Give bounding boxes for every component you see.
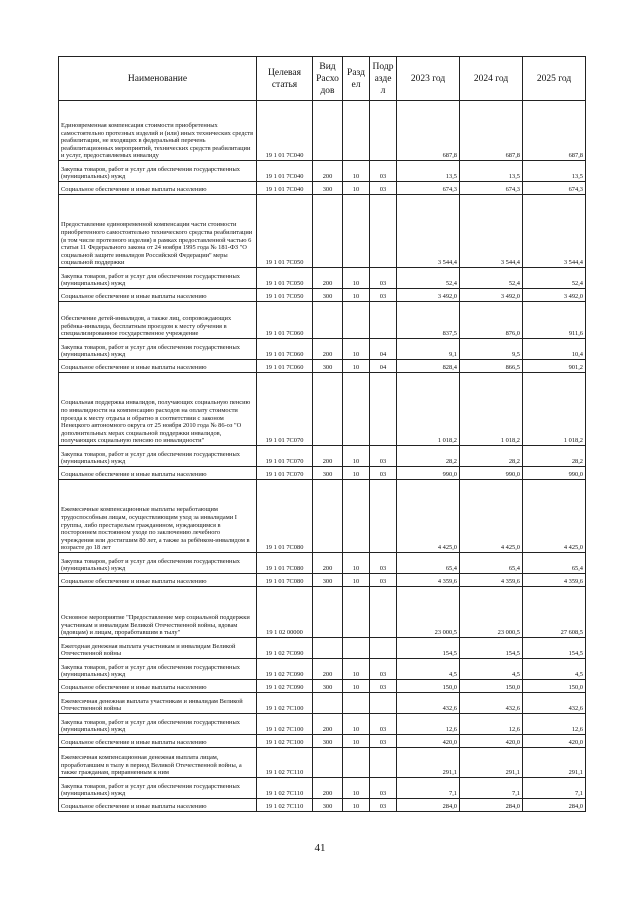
row-subsection-cell xyxy=(370,373,397,446)
row-target-cell: 19 1 01 7С080 xyxy=(257,480,313,553)
row-section-cell xyxy=(343,373,370,446)
row-name-cell: Ежемесячная денежная выплата участникам и инвалидам Великой Отечественной войны xyxy=(59,693,257,714)
row-target-cell: 19 1 01 7С080 xyxy=(257,553,313,574)
row-2023-cell: 13,5 xyxy=(397,161,460,182)
row-subsection-cell: 03 xyxy=(370,799,397,812)
row-subsection-cell xyxy=(370,693,397,714)
row-2025-cell: 4 425,0 xyxy=(523,480,586,553)
row-expense-type-cell: 300 xyxy=(313,680,343,693)
row-2024-cell: 432,6 xyxy=(460,693,523,714)
row-2025-cell: 284,0 xyxy=(523,799,586,812)
row-2025-cell: 150,0 xyxy=(523,680,586,693)
row-subsection-cell: 03 xyxy=(370,659,397,680)
row-2024-cell: 150,0 xyxy=(460,680,523,693)
row-target-cell: 19 1 02 7С110 xyxy=(257,799,313,812)
row-name-cell: Закупка товаров, работ и услуг для обеспечения государственных (муниципальных) нужд xyxy=(59,268,257,289)
row-expense-type-cell: 200 xyxy=(313,446,343,467)
row-2025-cell: 990,0 xyxy=(523,467,586,480)
row-2023-cell: 284,0 xyxy=(397,799,460,812)
header-year-2025: 2025 год xyxy=(523,57,586,101)
row-2024-cell: 876,0 xyxy=(460,302,523,339)
row-2023-cell: 990,0 xyxy=(397,467,460,480)
row-subsection-cell: 03 xyxy=(370,574,397,587)
row-2024-cell: 4,5 xyxy=(460,659,523,680)
row-2025-cell: 3 544,4 xyxy=(523,195,586,268)
row-expense-type-cell xyxy=(313,101,343,161)
row-2025-cell: 291,1 xyxy=(523,748,586,778)
row-2025-cell: 420,0 xyxy=(523,735,586,748)
row-target-cell: 19 1 01 7С050 xyxy=(257,289,313,302)
row-2025-cell: 3 492,0 xyxy=(523,289,586,302)
row-2025-cell: 687,8 xyxy=(523,101,586,161)
table-row xyxy=(59,587,586,638)
row-name-cell: Предоставление единовременной компенсации части стоимости приобретенного самостоятельно технического средства реабилитации (в том числе протезного изделия) в рамках предоставленной частью 6 статьи 11 Федерального закона от 24 ноября 1995 года № 181-ФЗ "О социальной защите инвалидов Российской Федерации" меры социальной поддержки xyxy=(59,195,257,268)
row-2024-cell: 990,0 xyxy=(460,467,523,480)
row-subsection-cell xyxy=(370,302,397,339)
row-name-cell: Закупка товаров, работ и услуг для обеспечения государственных (муниципальных) нужд xyxy=(59,446,257,467)
row-section-cell: 10 xyxy=(343,553,370,574)
row-target-cell: 19 1 02 7С100 xyxy=(257,714,313,735)
header-year-2023: 2023 год xyxy=(397,57,460,101)
row-2023-cell: 150,0 xyxy=(397,680,460,693)
row-2023-cell: 432,6 xyxy=(397,693,460,714)
row-expense-type-cell: 200 xyxy=(313,659,343,680)
header-year-2024: 2024 год xyxy=(460,57,523,101)
row-expense-type-cell xyxy=(313,587,343,638)
table-row xyxy=(59,693,586,714)
row-2025-cell: 7,1 xyxy=(523,778,586,799)
row-expense-type-cell: 300 xyxy=(313,289,343,302)
table-row xyxy=(59,553,586,574)
row-subsection-cell: 03 xyxy=(370,778,397,799)
table-row xyxy=(59,638,586,659)
row-section-cell: 10 xyxy=(343,182,370,195)
row-name-cell: Социальное обеспечение и иные выплаты населению xyxy=(59,360,257,373)
row-target-cell: 19 1 02 7С100 xyxy=(257,693,313,714)
table-header-row xyxy=(59,57,586,101)
row-2025-cell: 52,4 xyxy=(523,268,586,289)
row-name-cell: Социальное обеспечение и иные выплаты населению xyxy=(59,289,257,302)
row-2025-cell: 4,5 xyxy=(523,659,586,680)
table-row xyxy=(59,161,586,182)
row-name-cell: Социальное обеспечение и иные выплаты населению xyxy=(59,799,257,812)
row-2024-cell: 7,1 xyxy=(460,778,523,799)
row-2025-cell: 12,6 xyxy=(523,714,586,735)
row-target-cell: 19 1 01 7С060 xyxy=(257,302,313,339)
row-name-cell: Социальное обеспечение и иные выплаты населению xyxy=(59,574,257,587)
row-expense-type-cell: 300 xyxy=(313,735,343,748)
table-row xyxy=(59,574,586,587)
table-row xyxy=(59,778,586,799)
header-subsection: Подр азде л xyxy=(370,57,397,101)
row-section-cell xyxy=(343,748,370,778)
row-target-cell: 19 1 02 7С110 xyxy=(257,748,313,778)
row-expense-type-cell: 200 xyxy=(313,339,343,360)
row-target-cell: 19 1 02 00000 xyxy=(257,587,313,638)
row-target-cell: 19 1 01 7С050 xyxy=(257,195,313,268)
row-2024-cell: 687,8 xyxy=(460,101,523,161)
row-2025-cell: 1 018,2 xyxy=(523,373,586,446)
row-target-cell: 19 1 01 7С070 xyxy=(257,446,313,467)
row-2025-cell: 154,5 xyxy=(523,638,586,659)
header-target: Целевая статья xyxy=(257,57,313,101)
row-target-cell: 19 1 01 7С050 xyxy=(257,268,313,289)
row-name-cell: Закупка товаров, работ и услуг для обеспечения государственных (муниципальных) нужд xyxy=(59,161,257,182)
row-name-cell: Обеспечение детей-инвалидов, а также лиц, сопровождающих ребёнка-инвалида, бесплатным проездом к месту обучения в специализированное государственное учреждение xyxy=(59,302,257,339)
row-target-cell: 19 1 01 7С070 xyxy=(257,373,313,446)
row-expense-type-cell: 200 xyxy=(313,553,343,574)
row-expense-type-cell: 200 xyxy=(313,778,343,799)
row-expense-type-cell: 200 xyxy=(313,268,343,289)
row-2024-cell: 674,3 xyxy=(460,182,523,195)
row-2024-cell: 291,1 xyxy=(460,748,523,778)
row-2025-cell: 13,5 xyxy=(523,161,586,182)
row-section-cell xyxy=(343,693,370,714)
row-2024-cell: 52,4 xyxy=(460,268,523,289)
row-name-cell: Закупка товаров, работ и услуг для обеспечения государственных (муниципальных) нужд xyxy=(59,553,257,574)
row-expense-type-cell xyxy=(313,302,343,339)
table-row xyxy=(59,182,586,195)
row-name-cell: Социальное обеспечение и иные выплаты населению xyxy=(59,182,257,195)
row-subsection-cell xyxy=(370,195,397,268)
row-name-cell: Закупка товаров, работ и услуг для обеспечения государственных (муниципальных) нужд xyxy=(59,659,257,680)
row-2024-cell: 23 000,5 xyxy=(460,587,523,638)
row-expense-type-cell xyxy=(313,693,343,714)
row-2023-cell: 52,4 xyxy=(397,268,460,289)
table-row xyxy=(59,659,586,680)
row-name-cell: Единовременная компенсация стоимости приобретенных самостоятельно протезных изделий и (или) иных технических средств реабилитации, не входящих в федеральный перечень реабилитационных мероприятий, технических средств реабилитации и услуг, предоставляемых инвалиду xyxy=(59,101,257,161)
row-target-cell: 19 1 01 7С040 xyxy=(257,101,313,161)
row-subsection-cell xyxy=(370,748,397,778)
row-2023-cell: 4 425,0 xyxy=(397,480,460,553)
row-section-cell: 10 xyxy=(343,360,370,373)
row-2023-cell: 4 359,6 xyxy=(397,574,460,587)
table-row xyxy=(59,289,586,302)
table-row xyxy=(59,748,586,778)
row-section-cell: 10 xyxy=(343,289,370,302)
row-name-cell: Ежемесячные компенсационные выплаты неработающим трудоспособным лицам, осуществляющим уход за инвалидами I группы, либо престарелым гражданином, нуждающимся в постороннем постоянном уходе по заключению лечебного учреждения или достигшим 80 лет, а также за ребёнком-инвалидом в возрасте до 18 лет xyxy=(59,480,257,553)
row-section-cell: 10 xyxy=(343,574,370,587)
row-2024-cell: 9,5 xyxy=(460,339,523,360)
row-section-cell: 10 xyxy=(343,799,370,812)
row-subsection-cell: 03 xyxy=(370,553,397,574)
row-2023-cell: 23 000,5 xyxy=(397,587,460,638)
row-subsection-cell: 03 xyxy=(370,268,397,289)
row-2023-cell: 154,5 xyxy=(397,638,460,659)
row-expense-type-cell: 300 xyxy=(313,467,343,480)
row-subsection-cell: 03 xyxy=(370,161,397,182)
row-2023-cell: 687,8 xyxy=(397,101,460,161)
table-row xyxy=(59,735,586,748)
row-2023-cell: 7,1 xyxy=(397,778,460,799)
row-target-cell: 19 1 02 7С090 xyxy=(257,680,313,693)
row-subsection-cell: 03 xyxy=(370,735,397,748)
row-target-cell: 19 1 01 7С070 xyxy=(257,467,313,480)
row-2024-cell: 4 425,0 xyxy=(460,480,523,553)
row-expense-type-cell xyxy=(313,748,343,778)
row-section-cell xyxy=(343,480,370,553)
row-subsection-cell xyxy=(370,480,397,553)
row-section-cell: 10 xyxy=(343,339,370,360)
row-2024-cell: 3 544,4 xyxy=(460,195,523,268)
row-target-cell: 19 1 01 7С080 xyxy=(257,574,313,587)
row-2024-cell: 3 492,0 xyxy=(460,289,523,302)
row-target-cell: 19 1 01 7С040 xyxy=(257,182,313,195)
row-2024-cell: 284,0 xyxy=(460,799,523,812)
table-row xyxy=(59,467,586,480)
row-section-cell: 10 xyxy=(343,268,370,289)
row-section-cell xyxy=(343,638,370,659)
row-section-cell xyxy=(343,195,370,268)
row-name-cell: Закупка товаров, работ и услуг для обеспечения государственных (муниципальных) нужд xyxy=(59,339,257,360)
row-2023-cell: 12,6 xyxy=(397,714,460,735)
row-2023-cell: 9,1 xyxy=(397,339,460,360)
row-section-cell xyxy=(343,101,370,161)
row-2025-cell: 65,4 xyxy=(523,553,586,574)
header-section: Разд ел xyxy=(343,57,370,101)
row-expense-type-cell xyxy=(313,480,343,553)
row-expense-type-cell: 300 xyxy=(313,182,343,195)
row-target-cell: 19 1 02 7С090 xyxy=(257,638,313,659)
row-2024-cell: 12,6 xyxy=(460,714,523,735)
row-name-cell: Основное мероприятие "Предоставление мер социальной поддержки участникам и инвалидам Великой Отечественной войны, вдовам (вдовцам) и лицам, проработавшим в тылу" xyxy=(59,587,257,638)
row-subsection-cell: 03 xyxy=(370,714,397,735)
row-name-cell: Социальная поддержка инвалидов, получающих социальную пенсию по инвалидности на компенсацию расходов на оплату стоимости проезда к месту отдыха и обратно в соответствии с законом Ненецкого автономного округа от 25 ноября 2010 года № 86-оз "О дополнительных мерах социальной поддержки инвалидов, получающих социальную пенсию по инвалидности" xyxy=(59,373,257,446)
row-section-cell xyxy=(343,302,370,339)
row-target-cell: 19 1 02 7С110 xyxy=(257,778,313,799)
row-subsection-cell xyxy=(370,587,397,638)
row-2023-cell: 828,4 xyxy=(397,360,460,373)
row-2025-cell: 901,2 xyxy=(523,360,586,373)
row-expense-type-cell: 300 xyxy=(313,360,343,373)
row-2023-cell: 65,4 xyxy=(397,553,460,574)
row-section-cell: 10 xyxy=(343,161,370,182)
row-section-cell: 10 xyxy=(343,659,370,680)
row-name-cell: Ежегодная денежная выплата участникам и инвалидам Великой Отечественной войны xyxy=(59,638,257,659)
table-row xyxy=(59,714,586,735)
row-name-cell: Закупка товаров, работ и услуг для обеспечения государственных (муниципальных) нужд xyxy=(59,778,257,799)
row-2024-cell: 1 018,2 xyxy=(460,373,523,446)
row-subsection-cell: 03 xyxy=(370,289,397,302)
row-subsection-cell: 04 xyxy=(370,360,397,373)
row-expense-type-cell: 200 xyxy=(313,161,343,182)
row-section-cell: 10 xyxy=(343,714,370,735)
row-section-cell: 10 xyxy=(343,735,370,748)
table-row xyxy=(59,373,586,446)
row-name-cell: Социальное обеспечение и иные выплаты населению xyxy=(59,735,257,748)
table-row xyxy=(59,268,586,289)
row-name-cell: Закупка товаров, работ и услуг для обеспечения государственных (муниципальных) нужд xyxy=(59,714,257,735)
page-number: 41 xyxy=(314,842,326,854)
budget-table xyxy=(58,56,586,812)
row-target-cell: 19 1 01 7С060 xyxy=(257,339,313,360)
row-2025-cell: 28,2 xyxy=(523,446,586,467)
row-2024-cell: 420,0 xyxy=(460,735,523,748)
row-target-cell: 19 1 01 7С060 xyxy=(257,360,313,373)
table-row xyxy=(59,195,586,268)
row-2023-cell: 1 018,2 xyxy=(397,373,460,446)
row-section-cell: 10 xyxy=(343,467,370,480)
row-2023-cell: 3 544,4 xyxy=(397,195,460,268)
table-row xyxy=(59,339,586,360)
row-name-cell: Социальное обеспечение и иные выплаты населению xyxy=(59,467,257,480)
row-2023-cell: 674,3 xyxy=(397,182,460,195)
row-target-cell: 19 1 02 7С090 xyxy=(257,659,313,680)
row-subsection-cell: 03 xyxy=(370,467,397,480)
row-subsection-cell: 03 xyxy=(370,446,397,467)
row-2024-cell: 154,5 xyxy=(460,638,523,659)
row-2025-cell: 911,6 xyxy=(523,302,586,339)
row-subsection-cell: 03 xyxy=(370,680,397,693)
header-expense-type: Вид Расхо дов xyxy=(313,57,343,101)
row-expense-type-cell xyxy=(313,373,343,446)
row-section-cell xyxy=(343,587,370,638)
row-2023-cell: 420,0 xyxy=(397,735,460,748)
row-2023-cell: 291,1 xyxy=(397,748,460,778)
row-2024-cell: 866,5 xyxy=(460,360,523,373)
row-name-cell: Социальное обеспечение и иные выплаты населению xyxy=(59,680,257,693)
table-body xyxy=(59,101,586,812)
table-row xyxy=(59,360,586,373)
row-2023-cell: 3 492,0 xyxy=(397,289,460,302)
row-2025-cell: 4 359,6 xyxy=(523,574,586,587)
row-subsection-cell: 04 xyxy=(370,339,397,360)
row-section-cell: 10 xyxy=(343,446,370,467)
row-2025-cell: 10,4 xyxy=(523,339,586,360)
row-expense-type-cell: 200 xyxy=(313,714,343,735)
row-2024-cell: 65,4 xyxy=(460,553,523,574)
row-section-cell: 10 xyxy=(343,778,370,799)
row-target-cell: 19 1 02 7С100 xyxy=(257,735,313,748)
row-2024-cell: 13,5 xyxy=(460,161,523,182)
table-row xyxy=(59,480,586,553)
row-expense-type-cell xyxy=(313,195,343,268)
row-expense-type-cell xyxy=(313,638,343,659)
header-name: Наименование xyxy=(59,57,257,101)
row-2023-cell: 4,5 xyxy=(397,659,460,680)
table-row xyxy=(59,799,586,812)
row-2025-cell: 674,3 xyxy=(523,182,586,195)
row-2023-cell: 837,5 xyxy=(397,302,460,339)
row-name-cell: Ежемесячная компенсационная денежная выплата лицам, проработавшим в тылу в период Великой Отечественной войны, а также гражданам, приравненным к ним xyxy=(59,748,257,778)
row-section-cell: 10 xyxy=(343,680,370,693)
row-subsection-cell xyxy=(370,101,397,161)
row-subsection-cell: 03 xyxy=(370,182,397,195)
row-2024-cell: 4 359,6 xyxy=(460,574,523,587)
table-row xyxy=(59,680,586,693)
row-2025-cell: 432,6 xyxy=(523,693,586,714)
row-2023-cell: 28,2 xyxy=(397,446,460,467)
row-2025-cell: 27 608,5 xyxy=(523,587,586,638)
table-row xyxy=(59,446,586,467)
row-target-cell: 19 1 01 7С040 xyxy=(257,161,313,182)
table-row xyxy=(59,101,586,161)
row-expense-type-cell: 300 xyxy=(313,574,343,587)
table-row xyxy=(59,302,586,339)
row-expense-type-cell: 300 xyxy=(313,799,343,812)
row-subsection-cell xyxy=(370,638,397,659)
row-2024-cell: 28,2 xyxy=(460,446,523,467)
